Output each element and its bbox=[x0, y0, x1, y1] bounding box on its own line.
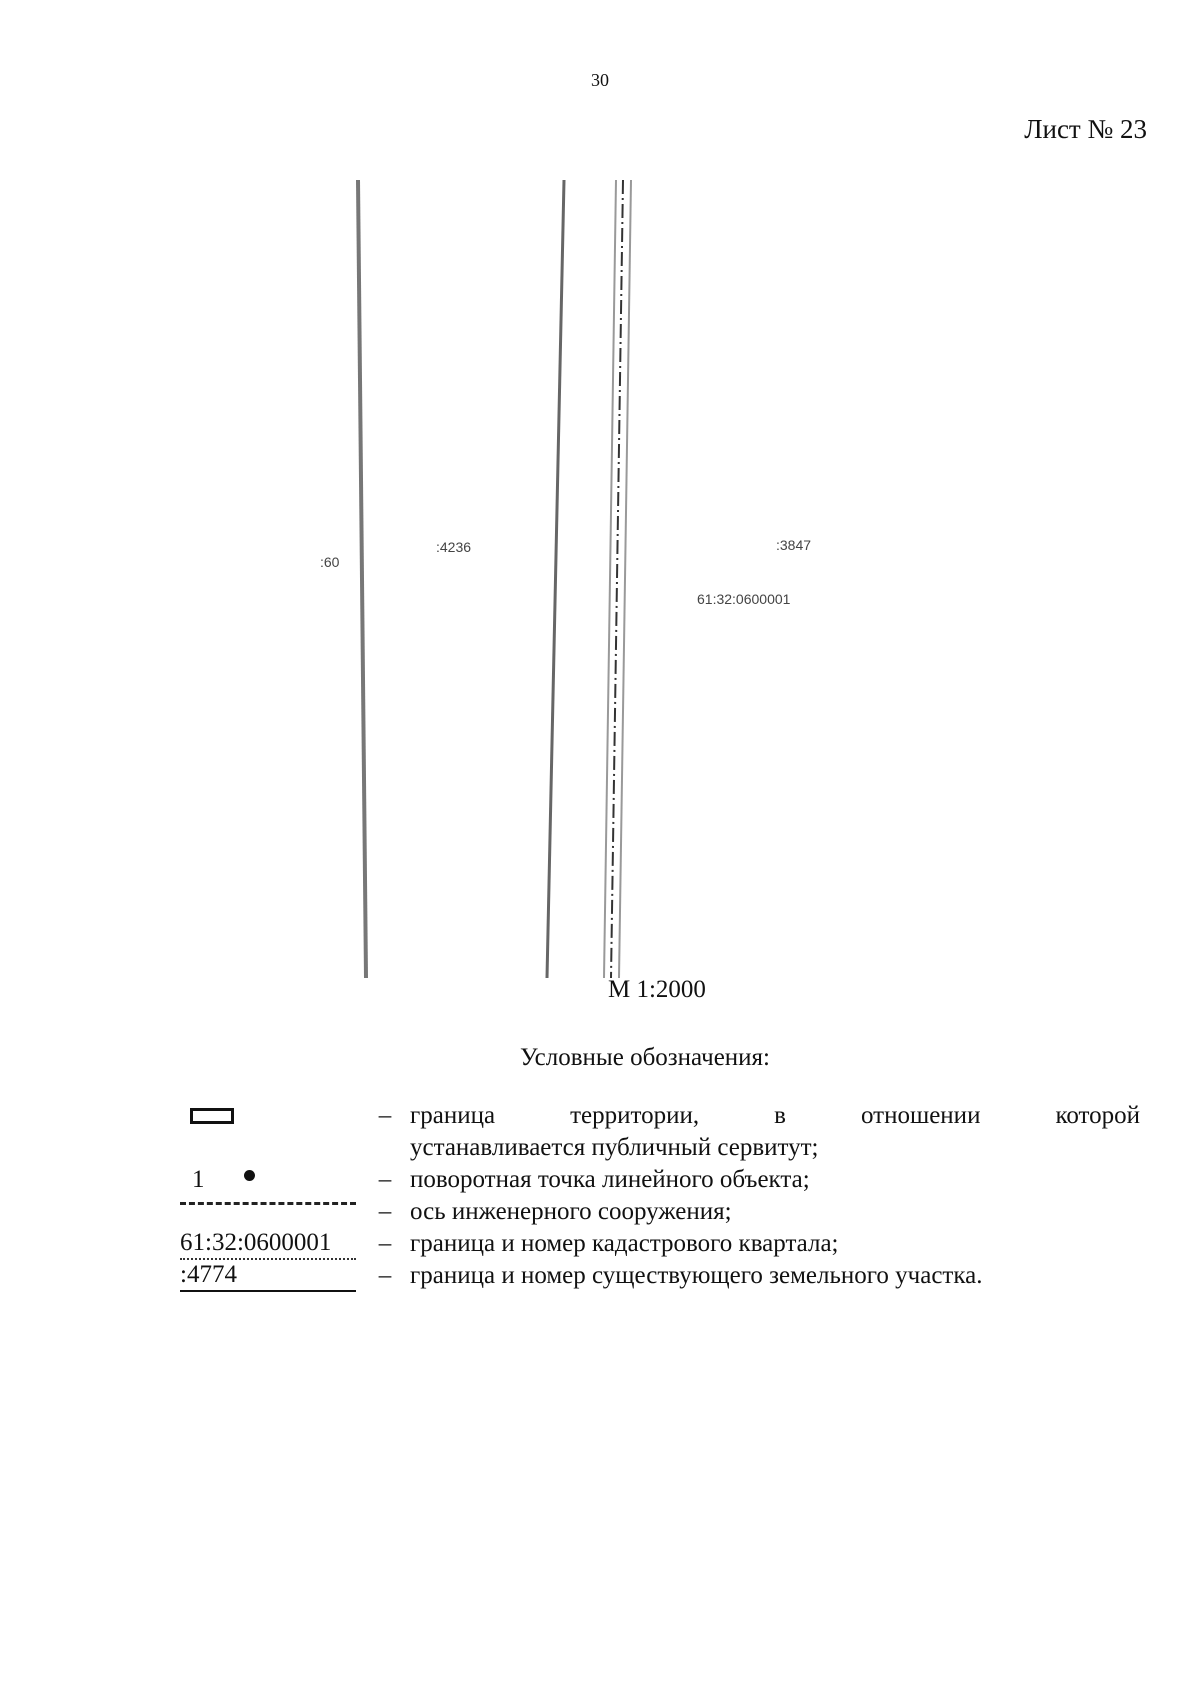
map-scale: М 1:2000 bbox=[608, 976, 706, 1003]
quarter-number-symbol: 61:32:0600001 bbox=[180, 1228, 356, 1260]
sheet-label: Лист № 23 bbox=[1024, 114, 1147, 144]
page-number: 30 bbox=[591, 70, 609, 90]
turning-point-dot-icon bbox=[244, 1170, 255, 1181]
legend-symbol-boundary bbox=[180, 1100, 360, 1132]
legend-symbol-axis bbox=[180, 1196, 360, 1228]
turning-point-number: 1 bbox=[192, 1166, 205, 1193]
legend-text-parcel: граница и номер существующего земельного участка. bbox=[410, 1262, 983, 1289]
parcel-boundary-line-middle bbox=[547, 180, 564, 978]
legend-row-parcel bbox=[180, 1260, 1140, 1292]
legend-symbol-parcel bbox=[180, 1260, 360, 1292]
parcel-number-symbol: :4774 bbox=[180, 1260, 356, 1292]
legend-title: Условные обозначения: bbox=[519, 1044, 771, 1071]
legend-row-boundary bbox=[180, 1100, 1140, 1164]
legend bbox=[180, 1100, 1140, 1292]
legend-row-turning-point bbox=[180, 1164, 1140, 1196]
legend-dash: – bbox=[378, 1166, 392, 1193]
servitude-boundary-line-right bbox=[619, 180, 631, 978]
axis-dashed-line-icon bbox=[180, 1202, 356, 1205]
legend-text-turning-point: поворотная точка линейного объекта; bbox=[410, 1166, 810, 1193]
map-label-parcel-4236: :4236 bbox=[436, 539, 472, 555]
legend-text-boundary-line1: граница территории, в отношении которой bbox=[410, 1102, 1140, 1129]
boundary-rectangle-icon bbox=[190, 1108, 234, 1124]
legend-dash: – bbox=[378, 1198, 392, 1225]
legend-text-quarter: граница и номер кадастрового квартала; bbox=[410, 1230, 839, 1257]
legend-dash: – bbox=[378, 1102, 392, 1129]
legend-row-quarter bbox=[180, 1228, 1140, 1260]
legend-symbol-quarter bbox=[180, 1228, 360, 1260]
parcel-boundary-line-left bbox=[358, 180, 366, 978]
legend-text-boundary-line2: устанавливается публичный сервитут; bbox=[410, 1134, 819, 1161]
legend-row-axis bbox=[180, 1196, 1140, 1228]
legend-text-boundary bbox=[410, 1100, 1140, 1164]
legend-dash: – bbox=[378, 1230, 392, 1257]
legend-dash: – bbox=[378, 1262, 392, 1289]
servitude-boundary-line-left bbox=[604, 180, 616, 978]
map-label-quarter: 61:32:0600001 bbox=[697, 591, 791, 607]
map-label-parcel-3847: :3847 bbox=[776, 537, 812, 553]
legend-text-axis: ось инженерного сооружения; bbox=[410, 1198, 732, 1225]
legend-symbol-turning-point bbox=[180, 1164, 360, 1196]
map-label-parcel-60: :60 bbox=[320, 554, 340, 570]
